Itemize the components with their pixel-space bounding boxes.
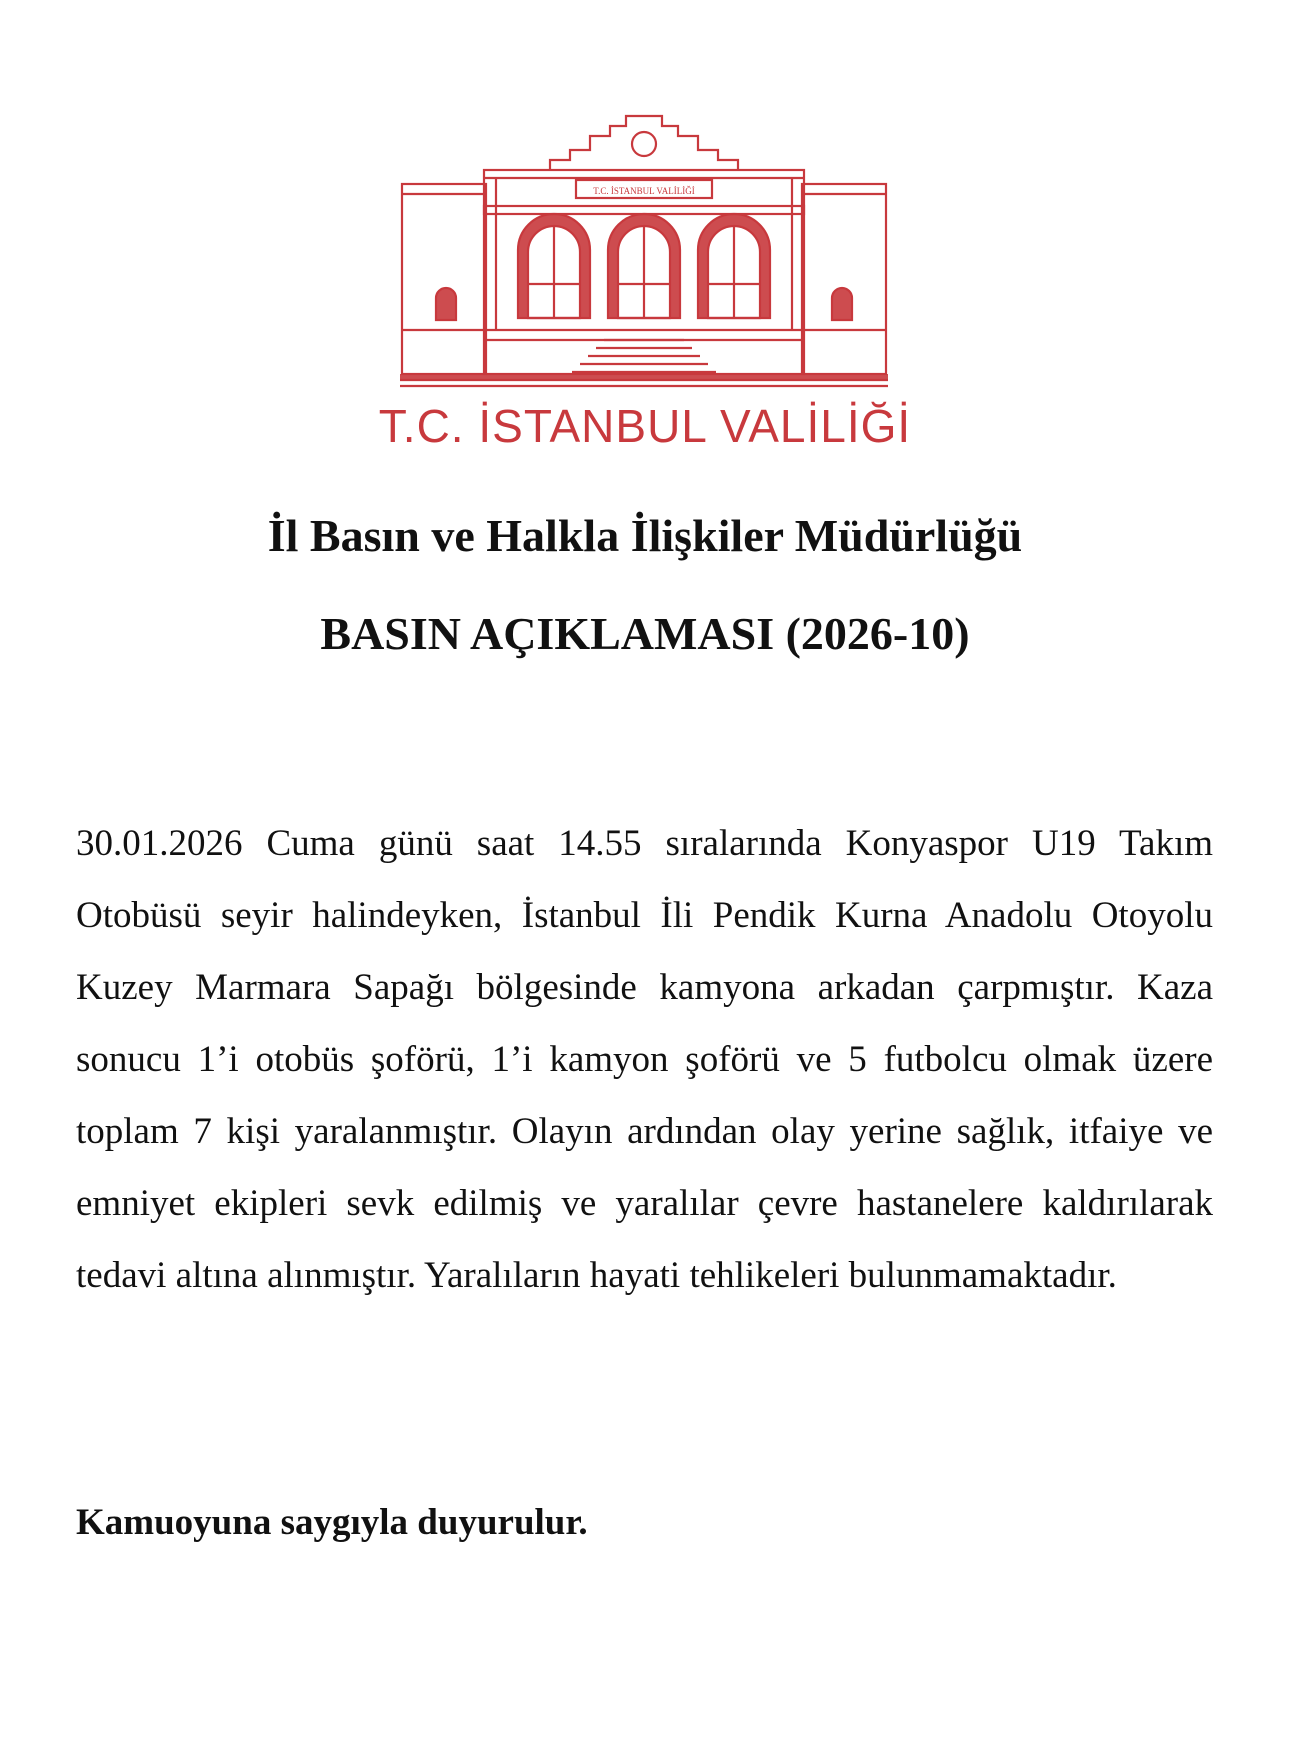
istanbul-governorship-building-icon [400,108,888,400]
press-release-body: 30.01.2026 Cuma günü saat 14.55 sıralarında Konyaspor U19 Takım Otobüsü seyir halindeyken, İstanbul İli Pendik Kurna Anadolu Otoyolu Kuzey Marmara Sapağı bölgesinde kamyona arkadan çarpmıştır. Kaza sonucu 1’i otobüs şoförü, 1’i kamyon şoförü ve 5 futbolcu olmak üzere toplam 7 kişi yaralanmıştır. Olayın ardından olay yerine sağlık, itfaiye ve emniyet ekipleri sevk edilmiş ve yaralılar çevre hastanelere kaldırılarak tedavi altına alınmıştır. Yaralıların hayati tehlikeleri bulunmamaktadır. [76,823,1213,1296]
building-sign-text: T.C. İSTANBUL VALİLİĞİ [593,186,695,196]
logo-text: T.C. İSTANBUL VALİLİĞİ [378,400,912,452]
press-release-title: BASIN AÇIKLAMASI (2026-10) [320,608,970,659]
department-title: İl Basın ve Halkla İlişkiler Müdürlüğü [267,510,1023,561]
closing-statement: Kamuoyuna saygıyla duyurulur. [76,1502,588,1543]
